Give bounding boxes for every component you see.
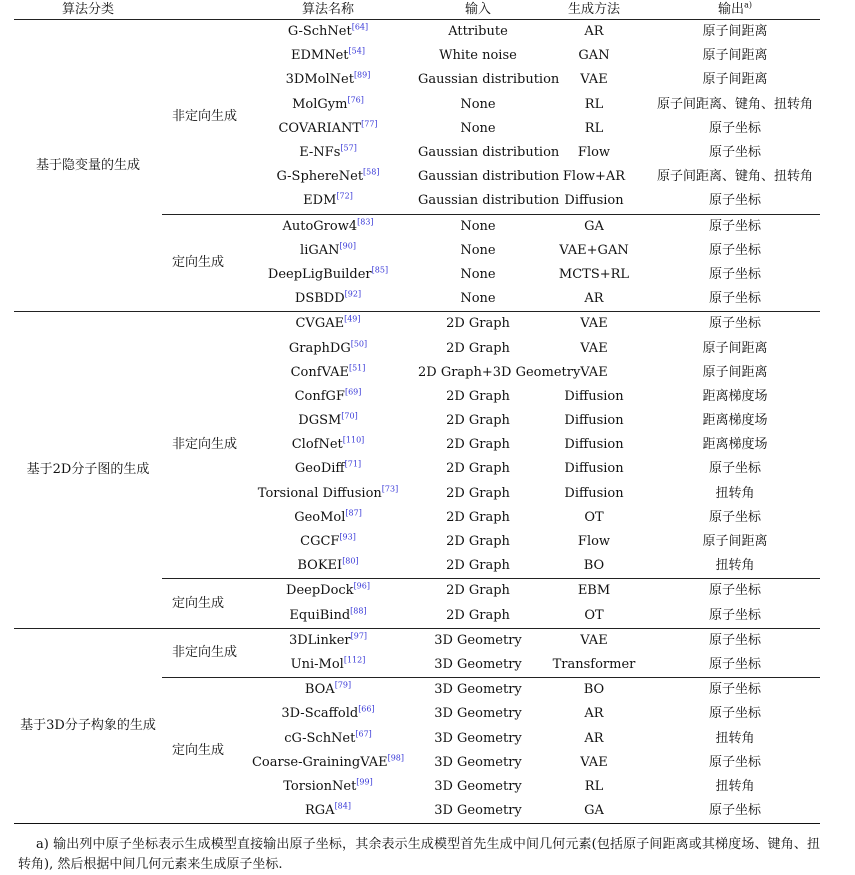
algorithm-name-cell [238, 287, 418, 312]
method-cell: BO [538, 678, 650, 703]
input-cell: 3D Geometry [434, 706, 522, 722]
input-cell: 2D Graph [446, 461, 510, 477]
method-cell: Flow [577, 145, 611, 161]
output-cell: 原子间距离 [702, 340, 768, 356]
citation-link[interactable]: [77] [361, 119, 378, 129]
output-cell: 原子坐标 [708, 242, 761, 258]
input-cell: 3D Geometry [434, 754, 522, 770]
algorithm-name: 3DMolNet [285, 72, 354, 88]
output-cell: 扭转角 [715, 485, 755, 501]
method-cell: AR [584, 24, 604, 40]
algorithm-name: TorsionNet [283, 778, 357, 794]
output-cell: 扭转角 [715, 730, 755, 746]
citation-link[interactable]: [76] [347, 95, 364, 105]
algorithm-name-cell [238, 20, 418, 45]
output-cell: 原子间距离、键角、扭转角 [656, 169, 813, 185]
citation-link[interactable]: [71] [344, 460, 362, 470]
category-cell: 基于隐变量的生成 [35, 157, 140, 173]
citation-link[interactable]: [79] [334, 680, 352, 690]
algorithm-name: cG-SchNet [284, 730, 356, 746]
input-cell: Gaussian distribution [418, 72, 560, 88]
algorithm-name-cell [238, 604, 418, 629]
method-cell: BO [583, 558, 605, 574]
input-cell: None [460, 242, 496, 258]
output-cell: 原子坐标 [650, 214, 820, 239]
citation-link[interactable]: [49] [344, 315, 361, 325]
method-cell: VAE [580, 364, 608, 380]
algorithm-name-cell [238, 653, 418, 678]
citation-link[interactable]: [83] [357, 217, 374, 227]
header-name: 算法名称 [238, 0, 418, 20]
citation-link[interactable]: [97] [350, 631, 368, 641]
output-cell: 原子间距离 [702, 364, 768, 380]
output-cell: 距离梯度场 [702, 437, 768, 453]
algorithm-name-cell [238, 93, 418, 117]
algorithm-name-cell [238, 409, 418, 433]
algorithm-name: DeepLigBuilder [267, 266, 372, 282]
output-cell: 原子坐标 [708, 120, 761, 136]
algorithm-name-cell [238, 751, 418, 775]
direction-cell: 定向生成 [162, 579, 238, 628]
method-cell: VAE [580, 340, 608, 356]
algorithm-name: CGCF [300, 534, 340, 550]
table-body [14, 20, 820, 824]
input-cell: 3D Geometry [434, 656, 522, 672]
direction-cell: 定向生成 [162, 678, 238, 824]
algorithm-name: DGSM [298, 413, 342, 429]
table-row [14, 628, 820, 653]
algorithm-name: G-SchNet [287, 24, 352, 40]
citation-link[interactable]: [88] [350, 606, 367, 616]
algorithm-name-cell [238, 579, 418, 604]
method-cell: Diffusion [564, 193, 624, 209]
algorithm-name: CVGAE [295, 316, 345, 332]
output-cell: 原子坐标 [708, 509, 761, 525]
algorithm-name: GeoMol [294, 509, 346, 525]
algorithm-name: BOKEI [297, 558, 343, 574]
algorithm-name: Uni-Mol [290, 656, 344, 672]
header-category: 算法分类 [14, 0, 162, 20]
citation-link[interactable]: [90] [339, 241, 356, 251]
algorithm-name-cell [238, 726, 418, 750]
algorithm-name: MolGym [292, 96, 348, 112]
algorithm-name-cell [238, 482, 418, 506]
method-cell: Diffusion [564, 485, 624, 501]
method-cell: Diffusion [564, 388, 624, 404]
method-cell: Flow+AR [562, 169, 626, 185]
algorithm-name: EDM [303, 193, 337, 209]
citation-link[interactable]: [64] [351, 22, 369, 32]
method-cell: AR [584, 291, 604, 307]
table-footnote: a) 输出列中原子坐标表示生成模型直接输出原子坐标，其余表示生成模型首先生成中间几何元素(包括原子间距离或其梯度场、键角、扭转角), 然后根据中间几何元素来生成原子坐标. [18, 837, 820, 872]
citation-link[interactable]: [73] [381, 484, 399, 494]
citation-link[interactable]: [72] [336, 192, 353, 202]
method-cell: Flow [577, 534, 611, 550]
method-cell: VAE [580, 72, 608, 88]
header-output-label: 输出 [718, 2, 745, 17]
output-cell: 原子间距离 [702, 24, 768, 40]
input-cell: 2D Graph [446, 509, 510, 525]
input-cell: 3D Geometry [418, 678, 538, 703]
input-cell: None [460, 291, 496, 307]
algorithm-name: G-SphereNet [276, 169, 364, 185]
algorithm-name-cell [238, 68, 418, 92]
output-cell: 原子坐标 [708, 145, 761, 161]
input-cell: 2D Graph [446, 558, 510, 574]
method-cell: VAE [580, 754, 608, 770]
algorithm-name: E-NFs [299, 145, 341, 161]
output-cell: 原子坐标 [708, 803, 761, 819]
output-cell: 原子坐标 [650, 628, 820, 653]
citation-link[interactable]: [87] [345, 508, 362, 518]
citation-link[interactable]: [66] [358, 705, 375, 715]
algorithm-name-cell [238, 312, 418, 337]
algorithm-name-cell [238, 239, 418, 263]
algorithm-name-cell [238, 361, 418, 385]
method-cell: OT [584, 607, 604, 623]
algorithm-name: DSBDD [294, 291, 345, 307]
method-cell: Diffusion [564, 437, 624, 453]
algorithm-name: GraphDG [288, 340, 351, 356]
algorithm-name: liGAN [300, 242, 340, 258]
header-spacer [162, 0, 238, 20]
method-cell: GA [538, 214, 650, 239]
input-cell: 2D Graph [446, 607, 510, 623]
input-cell: 2D Graph [446, 485, 510, 501]
output-cell: 扭转角 [715, 558, 755, 574]
algorithm-name: ClofNet [291, 437, 343, 453]
method-cell: VAE [538, 628, 650, 653]
algorithm-name: RGA [305, 803, 335, 819]
algorithm-name-cell [238, 141, 418, 165]
algorithm-name: Torsional Diffusion [257, 485, 382, 501]
algorithm-name-cell [238, 117, 418, 141]
output-cell: 原子坐标 [708, 266, 761, 282]
direction-cell: 非定向生成 [162, 628, 238, 677]
algorithm-name: DeepDock [286, 583, 354, 599]
citation-link[interactable]: [99] [356, 777, 373, 787]
citation-link[interactable]: [57] [340, 143, 357, 153]
citation-link[interactable]: [70] [341, 411, 358, 421]
method-cell: VAE [538, 312, 650, 337]
output-cell: 原子间距离 [702, 534, 768, 550]
input-cell: 2D Graph [446, 388, 510, 404]
algorithm-name-cell [238, 433, 418, 457]
algorithm-name: 3D-Scaffold [281, 706, 359, 722]
citation-link[interactable]: [84] [334, 801, 351, 811]
algorithm-name-cell [238, 165, 418, 189]
algorithm-name: GeoDiff [294, 461, 345, 477]
citation-link[interactable]: [58] [363, 167, 380, 177]
output-cell: 原子坐标 [708, 656, 761, 672]
output-cell: 原子间距离 [702, 48, 768, 64]
algorithm-name-cell [238, 678, 418, 703]
output-cell: 原子坐标 [708, 706, 761, 722]
input-cell: 2D Graph [446, 534, 510, 550]
algorithm-name: AutoGrow4 [282, 218, 358, 234]
output-cell: 原子坐标 [708, 754, 761, 770]
citation-link[interactable]: [69] [344, 387, 362, 397]
table-row [14, 20, 820, 45]
algorithm-name: BOA [304, 682, 335, 698]
output-cell: 原子间距离、键角、扭转角 [656, 96, 813, 112]
output-cell: 原子坐标 [650, 678, 820, 703]
citation-link[interactable]: [112] [343, 655, 366, 665]
citation-link[interactable]: [98] [387, 753, 405, 763]
input-cell: 3D Geometry [418, 628, 538, 653]
input-cell: 2D Graph [418, 579, 538, 604]
output-cell: 距离梯度场 [702, 388, 768, 404]
citation-link[interactable]: [50] [350, 339, 368, 349]
input-cell: Attribute [448, 24, 508, 40]
output-cell: 扭转角 [715, 778, 755, 794]
category-cell: 基于3D分子构象的生成 [14, 628, 162, 823]
algorithm-name-cell [238, 263, 418, 287]
algorithm-name: ConfVAE [290, 364, 349, 380]
citation-link[interactable]: [96] [353, 582, 370, 592]
method-cell: EBM [538, 579, 650, 604]
method-cell: AR [584, 706, 604, 722]
output-cell: 距离梯度场 [702, 413, 768, 429]
citation-link[interactable]: [92] [344, 289, 362, 299]
method-cell: GA [584, 803, 604, 819]
algorithm-name: ConfGF [294, 388, 345, 404]
output-cell: 原子间距离 [702, 72, 768, 88]
input-cell: 2D Graph [446, 340, 510, 356]
method-cell: AR [584, 730, 604, 746]
input-cell: None [460, 266, 496, 282]
header-method: 生成方法 [538, 0, 650, 20]
input-cell: 2D Graph [418, 312, 538, 337]
algorithm-name-cell [238, 628, 418, 653]
direction-cell: 定向生成 [162, 214, 238, 312]
algorithm-name: COVARIANT [278, 120, 362, 136]
document-page [14, 0, 820, 824]
algorithm-name: EDMNet [291, 48, 349, 64]
output-cell: 原子坐标 [708, 607, 761, 623]
input-cell: 2D Graph [446, 437, 510, 453]
algorithm-name-cell [238, 775, 418, 799]
algorithm-name: Coarse-GrainingVAE [251, 754, 388, 770]
algorithm-comparison-table [14, 0, 820, 823]
direction-cell: 非定向生成 [172, 108, 238, 124]
direction-cell: 非定向生成 [162, 312, 238, 579]
output-cell: 原子坐标 [650, 579, 820, 604]
input-cell: 3D Geometry [434, 803, 522, 819]
citation-link[interactable]: [80] [342, 556, 359, 566]
method-cell: Transformer [552, 656, 636, 672]
method-cell: Diffusion [564, 413, 624, 429]
input-cell: White noise [439, 48, 517, 64]
method-cell: MCTS+RL [558, 266, 630, 282]
citation-link[interactable]: [93] [339, 532, 356, 542]
table-bottom-rule [14, 823, 820, 824]
input-cell: 2D Graph [446, 413, 510, 429]
method-cell: Diffusion [564, 461, 624, 477]
input-cell: Gaussian distribution [418, 145, 560, 161]
input-cell: None [418, 214, 538, 239]
output-cell: 原子坐标 [650, 312, 820, 337]
algorithm-name-cell [238, 554, 418, 579]
algorithm-name-cell [238, 506, 418, 530]
input-cell: None [460, 120, 496, 136]
method-cell: RL [584, 778, 604, 794]
algorithm-name-cell [238, 702, 418, 726]
method-cell: OT [584, 509, 604, 525]
algorithm-name-cell [238, 44, 418, 68]
algorithm-name-cell [238, 799, 418, 823]
input-cell: None [460, 96, 496, 112]
header-output-footnote-mark: a) [744, 0, 752, 10]
header-output [650, 0, 820, 20]
algorithm-name: 3DLinker [288, 632, 351, 648]
algorithm-name-cell [238, 214, 418, 239]
method-cell: RL [584, 120, 604, 136]
method-cell: GAN [578, 48, 610, 64]
method-cell: VAE+GAN [559, 242, 629, 258]
citation-link[interactable]: [51] [348, 363, 366, 373]
algorithm-name-cell [238, 530, 418, 554]
citation-link[interactable]: [67] [355, 729, 372, 739]
citation-link[interactable]: [89] [353, 71, 371, 81]
table-header-row [14, 0, 820, 20]
table-row [14, 312, 820, 337]
method-cell: RL [584, 96, 604, 112]
algorithm-name-cell [238, 189, 418, 214]
citation-link[interactable]: [54] [348, 46, 365, 56]
output-cell: 原子坐标 [708, 291, 761, 307]
input-cell: 2D Graph+3D Geometry [418, 364, 581, 380]
output-cell: 原子坐标 [708, 461, 761, 477]
input-cell: Gaussian distribution [418, 169, 560, 185]
header-input: 输入 [418, 0, 538, 20]
category-cell: 基于2D分子图的生成 [14, 312, 162, 628]
input-cell: Gaussian distribution [418, 193, 560, 209]
citation-link[interactable]: [110] [342, 435, 365, 445]
algorithm-name: EquiBind [289, 607, 351, 623]
input-cell: 3D Geometry [434, 778, 522, 794]
algorithm-name-cell [238, 457, 418, 481]
algorithm-name-cell [238, 336, 418, 360]
citation-link[interactable]: [85] [371, 265, 389, 275]
input-cell: 3D Geometry [434, 730, 522, 746]
algorithm-name-cell [238, 385, 418, 409]
output-cell: 原子坐标 [708, 193, 761, 209]
